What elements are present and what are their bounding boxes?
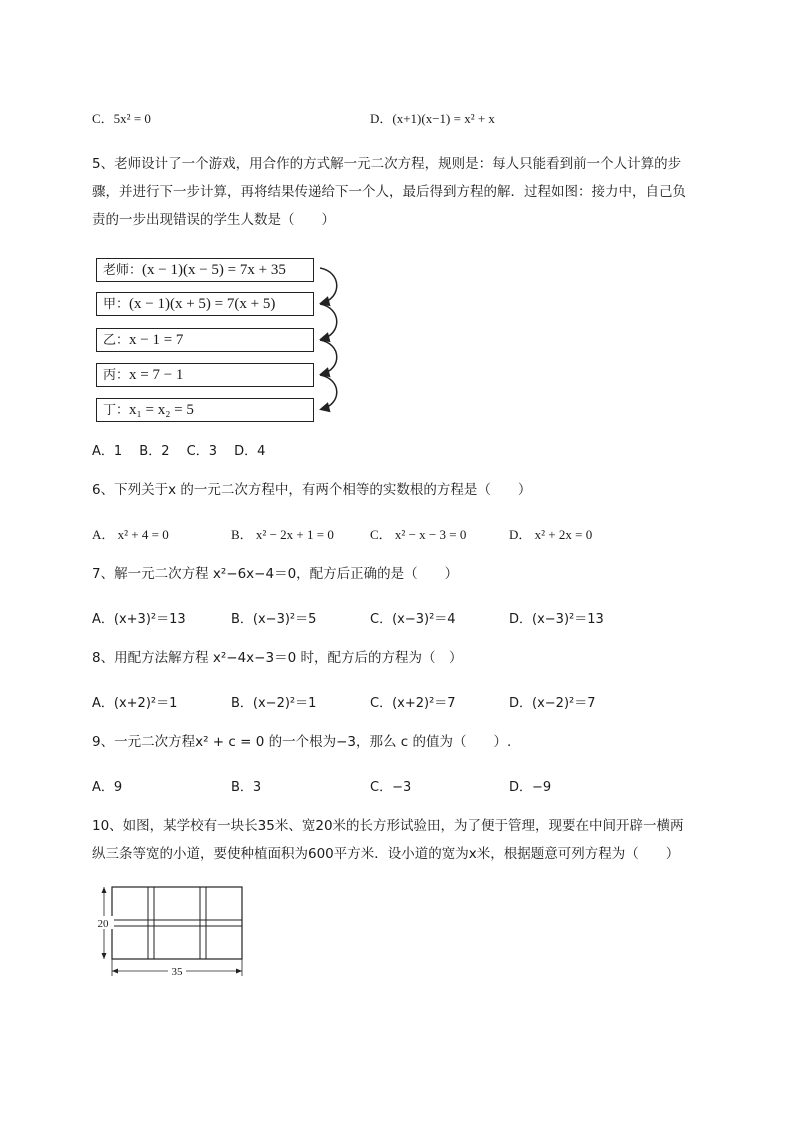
arrow-4: [320, 375, 337, 409]
step-ding-eq: x₁ = x₂ = 5: [129, 402, 194, 418]
q7-option-d: D．(x−3)²＝13: [509, 612, 604, 627]
width-label: 35: [171, 966, 183, 978]
arrow-1: [320, 268, 337, 303]
q7-option-a: A．(x+3)²＝13: [92, 612, 186, 627]
q6-option-d: D． x² + 2x = 0: [509, 527, 593, 542]
q10-stem: [92, 812, 712, 868]
step-yi-eq: x − 1 = 7: [129, 332, 184, 348]
step-teacher-eq: (x − 1)(x − 5) = 7x + 35: [142, 262, 286, 278]
q8-option-a: A．(x+2)²＝1: [92, 696, 178, 711]
q6-option-c: C． x² − x − 3 = 0: [370, 527, 467, 542]
arrow-2: [320, 304, 337, 339]
q7-option-c: C．(x−3)²＝4: [370, 612, 456, 627]
step-bing: [96, 363, 314, 387]
q6-stem: 6、下列关于x 的一元二次方程中，有两个相等的实数根的方程是（ ）: [92, 482, 532, 498]
step-teacher-who: 老师：: [103, 263, 143, 278]
q8-stem: 8、用配方法解方程 x²−4x−3＝0 时，配方后的方程为（ ）: [92, 650, 463, 666]
q7-stem: 7、解一元二次方程 x²−6x−4＝0，配方后正确的是（ ）: [92, 566, 459, 582]
q9-option-a: A．9: [92, 780, 123, 795]
arrow-3: [320, 340, 337, 374]
q4-option-d: D．(x+1)(x−1) = x² + x: [370, 111, 495, 126]
q9-stem: 9、一元二次方程x² + c = 0 的一个根为−3，那么 c 的值为（ ）.: [92, 734, 512, 750]
q8-option-c: C．(x+2)²＝7: [370, 696, 456, 711]
q4-option-c: C．5x² = 0: [92, 111, 151, 126]
q6-option-a: A． x² + 4 = 0: [92, 527, 169, 542]
q5-line-1: 5、老师设计了一个游戏，用合作的方式解一元二次方程，规则是：每人只能看到前一个人计算的步: [92, 156, 682, 172]
relay-arrows: [314, 256, 356, 426]
q5-relay-diagram: [96, 256, 356, 426]
height-label: 20: [97, 918, 109, 930]
step-teacher: [96, 258, 314, 282]
step-jia: [96, 292, 314, 316]
step-ding-who: 丁：: [103, 403, 130, 418]
q9-option-c: C．−3: [370, 780, 412, 795]
step-yi: [96, 328, 314, 352]
step-jia-eq: (x − 1)(x + 5) = 7(x + 5): [129, 296, 276, 312]
step-yi-who: 乙：: [103, 333, 130, 348]
q10-line-1: 10、如图，某学校有一块长35米、宽20米的长方形试验田，为了便于管理，现要在中间开辟一横两: [92, 818, 684, 834]
q5-options: A．1 B．2 C．3 D．4: [92, 444, 266, 459]
step-jia-who: 甲：: [103, 297, 130, 312]
q9-option-d: D．−9: [509, 780, 552, 795]
step-ding: [96, 398, 314, 422]
q10-field-figure: [92, 882, 252, 982]
q9-option-b: B．3: [231, 780, 262, 795]
q5-line-2: 骤，并进行下一步计算，再将结果传递给下一个人，最后得到方程的解．过程如图：接力中，自己负: [92, 184, 686, 200]
step-bing-eq: x = 7 − 1: [129, 367, 184, 383]
q5-stem: [92, 150, 712, 234]
step-bing-who: 丙：: [103, 368, 130, 383]
q8-option-d: D．(x−2)²＝7: [509, 696, 596, 711]
q7-option-b: B．(x−3)²＝5: [231, 612, 317, 627]
field-outline: [112, 887, 242, 959]
q5-line-3: 责的一步出现错误的学生人数是（ ）: [92, 212, 335, 228]
q6-option-b: B． x² − 2x + 1 = 0: [231, 527, 334, 542]
q8-option-b: B．(x−2)²＝1: [231, 696, 317, 711]
q10-line-2: 纵三条等宽的小道，要使种植面积为600平方米．设小道的宽为x米，根据题意可列方程为（ ）: [92, 846, 680, 862]
